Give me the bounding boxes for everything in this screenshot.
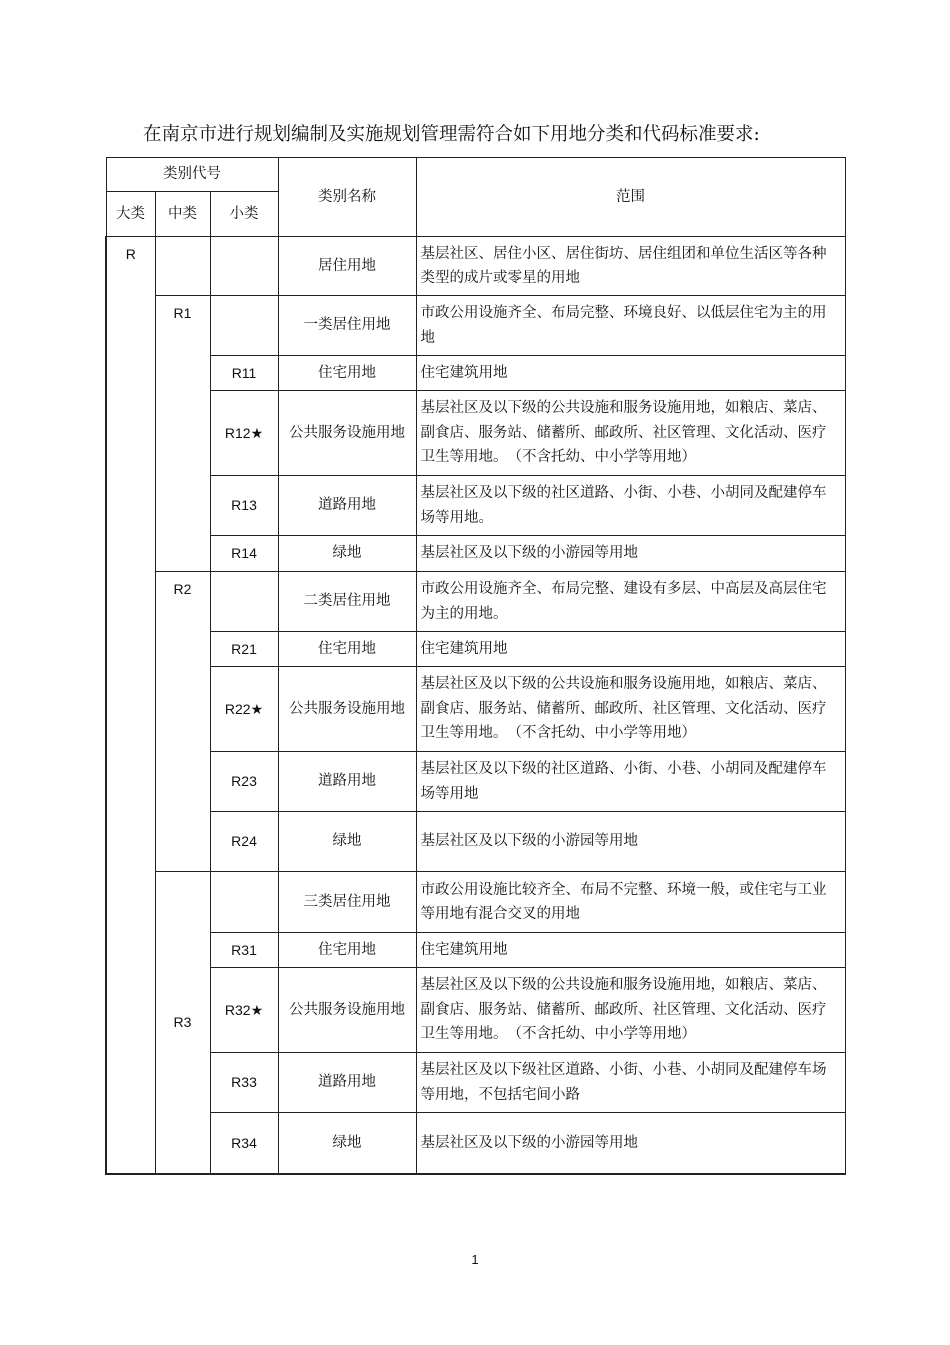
land-use-table <box>105 157 846 1175</box>
category-name-cell: 道路用地 <box>278 1053 416 1113</box>
header-major: 大类 <box>106 192 155 237</box>
table-row <box>106 968 845 1053</box>
category-name-cell: 二类居住用地 <box>278 572 416 632</box>
table-row <box>106 752 845 812</box>
scope-cell: 住宅建筑用地 <box>416 933 845 968</box>
minor-code-cell: R14 <box>210 536 278 572</box>
scope-cell: 基层社区及以下级社区道路、小街、小巷、小胡同及配建停车场等用地，不包括宅间小路 <box>416 1053 845 1113</box>
minor-code-cell: R21 <box>210 632 278 667</box>
minor-code-cell: R31 <box>210 933 278 968</box>
empty-cell <box>155 237 210 296</box>
table-row <box>106 1113 845 1174</box>
medium-code-cell: R1 <box>155 296 210 572</box>
major-code-cell: R <box>106 237 155 1174</box>
table-row <box>106 872 845 933</box>
category-name-cell: 绿地 <box>278 536 416 572</box>
category-name-cell: 三类居住用地 <box>278 872 416 933</box>
category-name-cell: 公共服务设施用地 <box>278 391 416 476</box>
page-number: 1 <box>471 1252 479 1267</box>
minor-code-cell: R13 <box>210 476 278 536</box>
minor-code-cell: R12★ <box>210 391 278 476</box>
header-category-name: 类别名称 <box>278 158 416 237</box>
scope-cell: 市政公用设施齐全、布局完整、建设有多层、中高层及高层住宅为主的用地。 <box>416 572 845 632</box>
minor-code-cell: R24 <box>210 812 278 872</box>
category-name-cell: 道路用地 <box>278 476 416 536</box>
category-name-cell: 居住用地 <box>278 237 416 296</box>
scope-cell: 基层社区及以下级的公共设施和服务设施用地，如粮店、菜店、副食店、服务站、储蓄所、邮政所、社区管理、文化活动、医疗卫生等用地。 （不含托幼、中小学等用地） <box>416 667 845 752</box>
table-row <box>106 237 845 296</box>
table-row <box>106 933 845 968</box>
scope-cell: 住宅建筑用地 <box>416 356 845 391</box>
category-name-cell: 绿地 <box>278 1113 416 1174</box>
scope-cell: 市政公用设施齐全、布局完整、环境良好、以低层住宅为主的用地 <box>416 296 845 356</box>
table-row <box>106 536 845 572</box>
empty-cell <box>210 237 278 296</box>
category-name-cell: 绿地 <box>278 812 416 872</box>
medium-code-cell: R3 <box>155 872 210 1174</box>
scope-cell: 基层社区、居住小区、居住街坊、居住组团和单位生活区等各种类型的成片或零星的用地 <box>416 237 845 296</box>
category-name-cell: 一类居住用地 <box>278 296 416 356</box>
scope-cell: 市政公用设施比较齐全、布局不完整、环境一般，或住宅与工业等用地有混合交叉的用地 <box>416 872 845 933</box>
category-name-cell: 公共服务设施用地 <box>278 667 416 752</box>
header-scope: 范围 <box>416 158 845 237</box>
category-name-cell: 道路用地 <box>278 752 416 812</box>
empty-cell <box>210 296 278 356</box>
table-row <box>106 632 845 667</box>
empty-cell <box>210 572 278 632</box>
minor-code-cell: R23 <box>210 752 278 812</box>
medium-code-cell: R2 <box>155 572 210 872</box>
category-name-cell: 住宅用地 <box>278 356 416 391</box>
scope-cell: 住宅建筑用地 <box>416 632 845 667</box>
intro-text: 在南京市进行规划编制及实施规划管理需符合如下用地分类和代码标准要求: <box>143 124 760 145</box>
table-row <box>106 356 845 391</box>
table-row <box>106 572 845 632</box>
scope-cell: 基层社区及以下级的社区道路、小街、小巷、小胡同及配建停车场等用地 <box>416 752 845 812</box>
table-row <box>106 391 845 476</box>
header-row <box>106 158 845 192</box>
table-row <box>106 812 845 872</box>
header-medium: 中类 <box>155 192 210 237</box>
scope-cell: 基层社区及以下级的公共设施和服务设施用地，如粮店、菜店、副食店、服务站、储蓄所、邮政所、社区管理、文化活动、医疗卫生等用地。 （不含托幼、中小学等用地） <box>416 391 845 476</box>
scope-cell: 基层社区及以下级的社区道路、小街、小巷、小胡同及配建停车场等用地。 <box>416 476 845 536</box>
table-row <box>106 667 845 752</box>
scope-cell: 基层社区及以下级的小游园等用地 <box>416 536 845 572</box>
minor-code-cell: R34 <box>210 1113 278 1174</box>
scope-cell: 基层社区及以下级的小游园等用地 <box>416 1113 845 1174</box>
category-name-cell: 住宅用地 <box>278 632 416 667</box>
empty-cell <box>210 872 278 933</box>
header-category-code: 类别代号 <box>106 158 278 192</box>
header-minor: 小类 <box>210 192 278 237</box>
table-row <box>106 1053 845 1113</box>
minor-code-cell: R22★ <box>210 667 278 752</box>
table-row <box>106 476 845 536</box>
table-row <box>106 296 845 356</box>
minor-code-cell: R32★ <box>210 968 278 1053</box>
minor-code-cell: R33 <box>210 1053 278 1113</box>
minor-code-cell: R11 <box>210 356 278 391</box>
category-name-cell: 公共服务设施用地 <box>278 968 416 1053</box>
scope-cell: 基层社区及以下级的公共设施和服务设施用地，如粮店、菜店、副食店、服务站、储蓄所、邮政所、社区管理、文化活动、医疗卫生等用地。 （不含托幼、中小学等用地） <box>416 968 845 1053</box>
category-name-cell: 住宅用地 <box>278 933 416 968</box>
scope-cell: 基层社区及以下级的小游园等用地 <box>416 812 845 872</box>
